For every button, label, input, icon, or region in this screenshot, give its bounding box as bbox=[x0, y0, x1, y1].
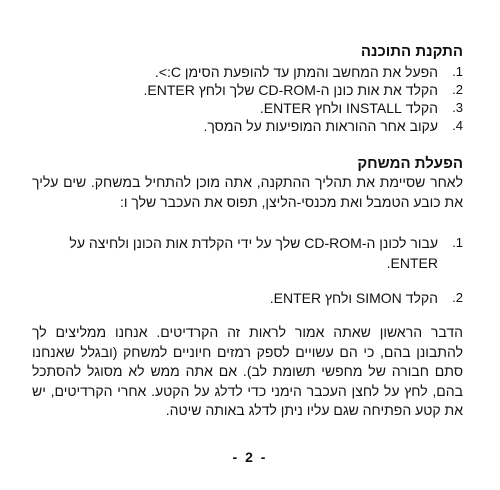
step-number: .2 bbox=[452, 290, 463, 305]
running-intro: לאחר שסיימת את תהליך ההתקנה, אתה מוכן להתחיל במשחק. שים עליך את כובע הטמבל ואת מכנסי-הליצן, תפוס את העכבר שלך ו: bbox=[32, 174, 463, 210]
installation-heading: התקנת התוכנה bbox=[360, 43, 463, 60]
step-text: עקוב אחר ההוראות המופיעות על המסך. bbox=[203, 118, 438, 134]
step-text: עבור לכונן ה-CD-ROM שלך על ידי הקלדת אות הכונן ולחיצה על ENTER. bbox=[69, 235, 438, 271]
list-item bbox=[40, 99, 463, 117]
step-number: .1 bbox=[452, 64, 463, 79]
list-item bbox=[40, 288, 463, 308]
step-text: הקלד INSTALL ולחץ ENTER. bbox=[259, 100, 438, 116]
step-text: הפעל את המחשב והמתן עד להופעת הסימן C:>. bbox=[154, 64, 438, 80]
step-text: הקלד את אות כונן ה-CD-ROM שלך ולחץ ENTER. bbox=[143, 82, 438, 98]
list-item bbox=[40, 233, 463, 273]
list-item bbox=[40, 81, 463, 99]
step-text: הקלד SIMON ולחץ ENTER. bbox=[269, 290, 438, 306]
list-item bbox=[40, 117, 463, 135]
list-item bbox=[40, 63, 463, 81]
step-number: .2 bbox=[452, 82, 463, 97]
step-number: .3 bbox=[452, 100, 463, 115]
installation-steps bbox=[40, 63, 463, 135]
credits-paragraph: הדבר הראשון שאתה אמור לראות זה הקרדיטים. אנחנו ממליצים לך להתבונן בהם, כי הם עשויים לספק רמזים חיוניים למשחק (ובגלל שאנחנו סתם חבורה של מחפשי תשומת לב). אם אתה ממש לא מסוגל להסתכל בהם, לחץ על לחצן העכבר הימני כדי לדלג על הקטע. אחרי הקרדיטים, יש את קטע הפתיחה שגם עליו ניתן לדלג באותה שיטה. bbox=[32, 324, 463, 418]
page-number: - 2 - bbox=[232, 449, 268, 465]
step-number: .1 bbox=[452, 235, 463, 250]
running-heading: הפעלת המשחק bbox=[357, 155, 463, 172]
step-number: .4 bbox=[452, 118, 463, 133]
